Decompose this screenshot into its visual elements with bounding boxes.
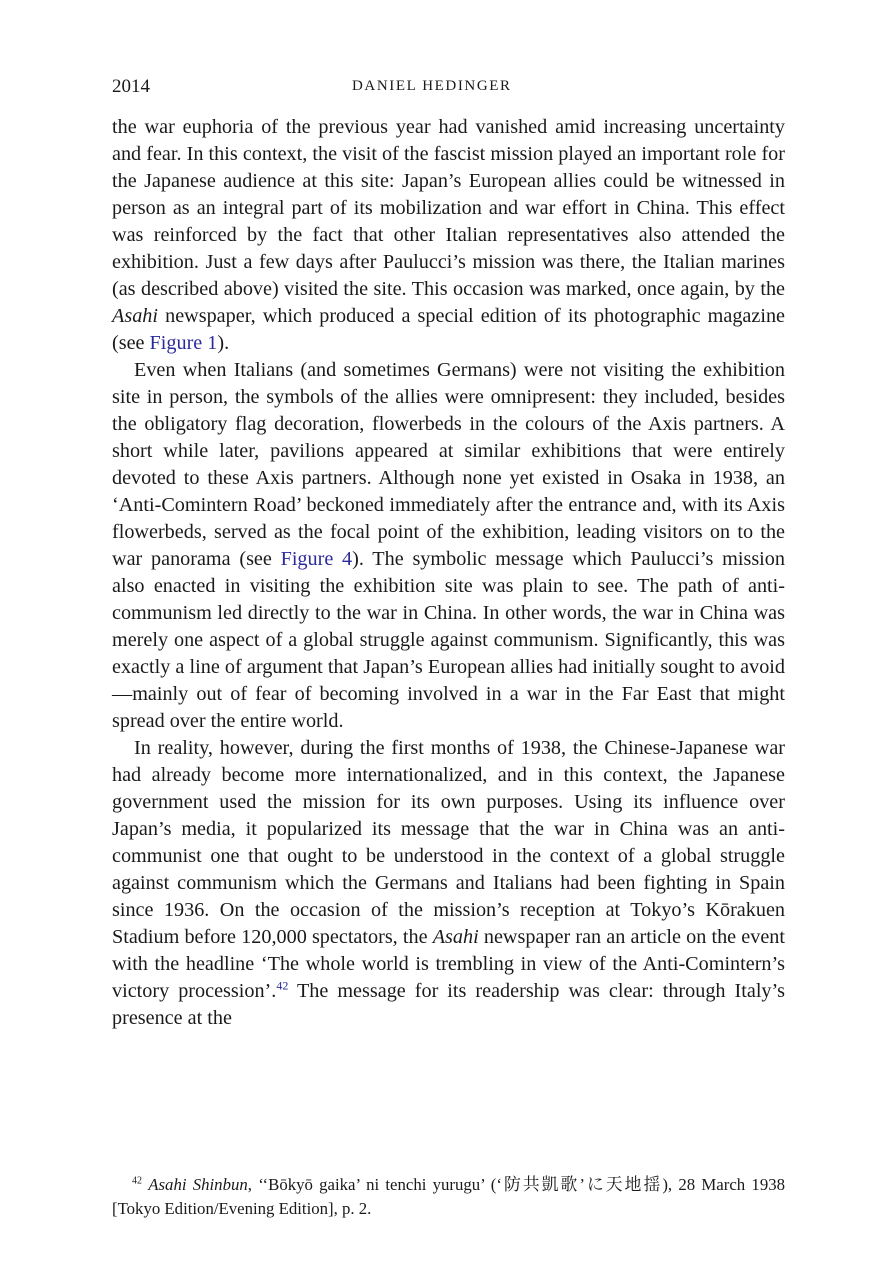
body-text: [112, 114, 785, 1032]
footnote-number: 42: [132, 1175, 142, 1187]
paragraph-2: [112, 357, 785, 735]
paragraph-1: [112, 114, 785, 357]
paragraph-3-text: In reality, however, during the first months of 1938, the Chinese-Japanese war had already become more internationalized, and in this context, the Japanese government used the mission for its own purposes. Using its influence over Japan’s media, it popularized its message that the war in China was an anti-communist one that ought to be understood in the context of a global struggle against communism which the Germans and Italians had been fighting in Spain since 1936. On the occasion of the mission’s reception at Tokyo’s Kōrakuen Stadium before 120,000 spectators, the: [112, 737, 785, 948]
paragraph-1-text-c: ).: [217, 332, 230, 354]
asahi-title: Asahi: [112, 305, 158, 327]
paragraph-3-text-c: The message for its readership was clear: through Italy’s presence at the: [112, 980, 785, 1029]
paragraph-1-text: the war euphoria of the previous year had vanished amid increasing uncertainty and fear. In this context, the visit of the fascist mission played an important role for the Japanese audience at this site: Japan’s European allies could be witnessed in person as an integral part of its mobilization and war effort in China. This effect was reinforced by the fact that other Italian representatives also attended the exhibition. Just a few days after Paulucci’s mission was there, the Italian marines (as described above) visited the site. This occasion was marked, once again, by the: [112, 116, 785, 300]
footnote-text: , ‘‘Bōkyō gaika’ ni tenchi yurugu’ (‘防共凱歌’に天地揺), 28 March 1938 [Tokyo Edition/Evening Edition], p. 2.: [112, 1175, 785, 1218]
footnote-42: [112, 1173, 785, 1221]
asahi-title-2: Asahi: [432, 926, 479, 948]
paragraph-1-text-b: newspaper, which produced a special edition of its photographic magazine (see: [112, 305, 785, 354]
paragraph-3: [112, 735, 785, 1032]
page-number: 2014: [112, 76, 150, 97]
running-head-author: DANIEL HEDINGER: [352, 78, 512, 94]
footnote-42-link[interactable]: 42: [276, 978, 289, 993]
figure-4-link[interactable]: Figure 4: [280, 548, 353, 570]
running-head: [112, 76, 785, 102]
footnote-source-title: Asahi Shinbun: [148, 1175, 248, 1194]
paragraph-3-text-b: newspaper ran an article on the event with the headline ‘The whole world is trembling in view of the Anti-Comintern’s victory procession’.: [112, 926, 785, 1002]
page: [112, 76, 785, 1032]
figure-1-link[interactable]: Figure 1: [149, 332, 218, 354]
paragraph-2-text-b: ). The symbolic message which Paulucci’s mission also enacted in visiting the exhibition site was plain to see. The path of anti-communism led directly to the war in China. In other words, the war in China was merely one aspect of a global struggle against communism. Significantly, this was exactly a line of argument that Japan’s European allies had initially sought to avoid—mainly out of fear of becoming involved in a war in the Far East that might spread over the entire world.: [112, 548, 785, 732]
paragraph-2-text: Even when Italians (and sometimes Germans) were not visiting the exhibition site in person, the symbols of the allies were omnipresent: they included, besides the obligatory flag decoration, flowerbeds in the colours of the Axis partners. A short while later, pavilions appeared at similar exhibitions that were entirely devoted to these Axis partners. Although none yet existed in Osaka in 1938, an ‘Anti-Comintern Road’ beckoned immediately after the entrance and, with its Axis flowerbeds, served as the focal point of the exhibition, leading visitors on to the war panorama (see: [112, 359, 785, 570]
